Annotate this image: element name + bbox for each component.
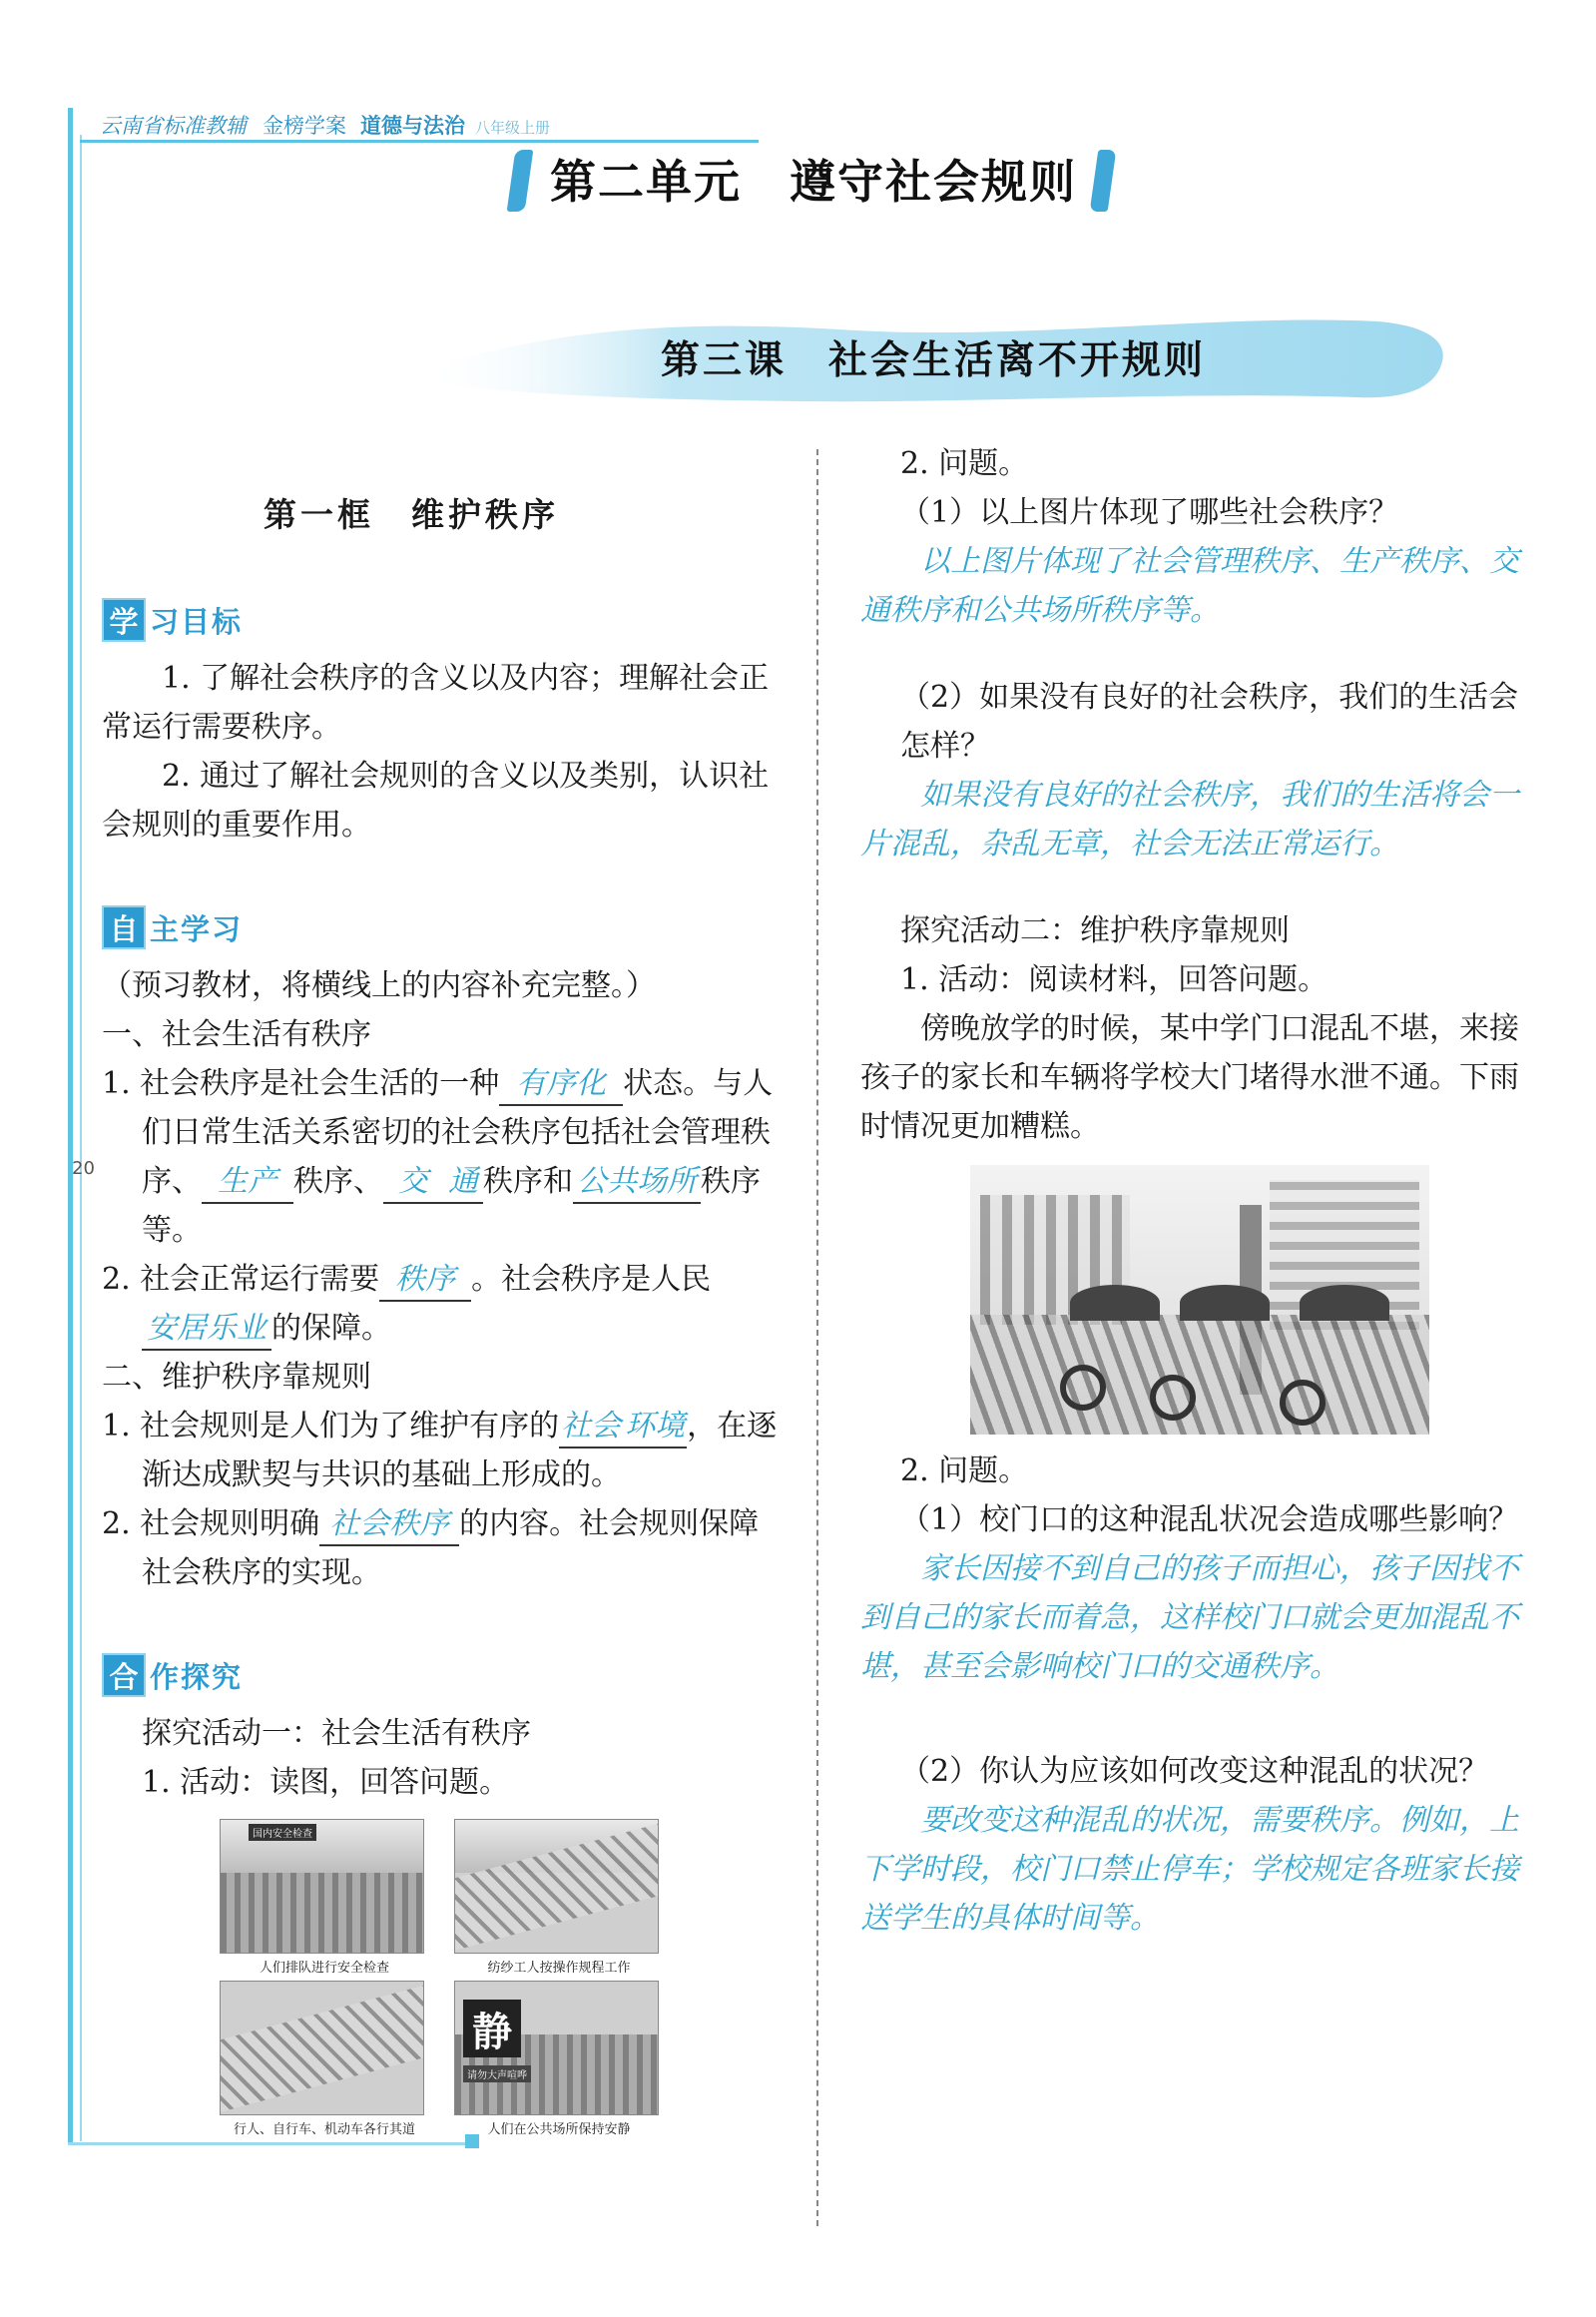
goal-item: 1. 了解社会秩序的含义以及内容；理解社会正常运行需要秩序。 <box>102 661 770 745</box>
lesson-title: 第三课 社会生活离不开规则 <box>660 338 1206 383</box>
page-number: 20 <box>72 1158 95 1179</box>
photo-caption: 人们排队进行安全检查 <box>259 1961 389 1976</box>
photo-sign-text: 国内安全检查 <box>249 1824 316 1841</box>
self-study-instruction: （预习教材，将横线上的内容补充完整。） <box>102 968 656 1003</box>
section-box-icon: 学 <box>102 598 146 642</box>
reading-material: 傍晚放学的时候，某中学门口混乱不堪，来接孩子的家长和车辆将学校大门堵得水泄不通。下雨时情况更加糟糕。 <box>860 1011 1519 1144</box>
question: （2）如果没有良好的社会秩序，我们的生活会怎样？ <box>900 680 1519 764</box>
fill-blank: 生产 <box>202 1162 293 1204</box>
answer: 家长因接不到自己的孩子而担心，孩子因找不到自己的家长而着急，这样校门口就会更加混乱不堪，甚至会影响校门口的交通秩序。 <box>860 1551 1519 1684</box>
activity-step: 1. 活动：阅读材料，回答问题。 <box>900 962 1329 997</box>
unit-title-bracket-right <box>1090 150 1117 212</box>
fill-item <box>102 1402 781 1499</box>
section-heading-text: 习目标 <box>150 604 244 639</box>
right-column <box>860 439 1539 1943</box>
header-series: 云南省标准教辅 <box>100 114 247 138</box>
fill-blank: 公共场所 <box>573 1162 701 1204</box>
question-label: 2. 问题。 <box>900 1453 1029 1488</box>
photo-caption: 纺纱工人按操作规程工作 <box>487 1961 631 1976</box>
fill-text: 秩序等。 <box>142 1164 761 1248</box>
school-gate-illustration <box>970 1165 1429 1435</box>
fill-text: 。社会秩序是人民 <box>471 1262 712 1297</box>
fill-text: 2. 社会规则明确 <box>102 1506 320 1541</box>
question-label: 2. 问题。 <box>900 446 1029 481</box>
header-subject: 道德与法治 <box>360 114 465 138</box>
unit-title-bracket-left <box>507 150 534 212</box>
answer: 要改变这种混乱的状况，需要秩序。例如，上下学时段，校门口禁止停车；学校规定各班家长接送学生的具体时间等。 <box>860 1803 1519 1936</box>
fill-blank: 社会秩序 <box>319 1504 459 1546</box>
self-study-heading <box>102 905 781 949</box>
fill-blank: 通 <box>443 1162 483 1204</box>
unit-title: 第二单元 遵守社会规则 <box>550 155 1077 209</box>
column-divider <box>816 449 818 2226</box>
quiet-sign-icon: 静 <box>463 2000 521 2057</box>
part-title: 二、维护秩序靠规则 <box>102 1360 371 1395</box>
fill-item <box>102 1059 781 1255</box>
section-box-icon: 自 <box>102 905 146 949</box>
photo-sign-text: 请勿大声喧哗 <box>463 2065 531 2082</box>
fill-blank: 有序化 <box>499 1064 623 1106</box>
photo-quiet-sign <box>454 1981 659 2115</box>
fill-blank: 社会 <box>559 1407 623 1448</box>
fill-text: 状态。与人们日常生活关系密切的社会秩序包括社会管理秩序、 <box>142 1066 774 1199</box>
fill-blank: 环境 <box>623 1407 687 1448</box>
photo-textile-worker <box>454 1819 659 1954</box>
running-header <box>100 110 550 140</box>
section-box-icon: 合 <box>102 1653 146 1697</box>
page-frame-left <box>68 108 73 2144</box>
question: （2）你认为应该如何改变这种混乱的状况？ <box>900 1754 1489 1789</box>
fill-text: 秩序和 <box>483 1164 573 1199</box>
learning-goals-heading <box>102 598 781 642</box>
page-frame-left-inner <box>80 135 82 2141</box>
header-book: 金榜学案 <box>263 114 346 138</box>
frame-title: 第一框 维护秩序 <box>264 495 559 534</box>
photo-caption: 人们在公共场所保持安静 <box>487 2122 631 2137</box>
fill-text: 1. 社会规则是人们为了维护有序的 <box>102 1409 560 1444</box>
fill-text: ，在逐渐达成默契与共识的基础上形成的。 <box>142 1409 778 1492</box>
photo-grid <box>220 1819 659 2148</box>
question: （1）以上图片体现了哪些社会秩序？ <box>900 495 1399 530</box>
fill-blank: 交 <box>383 1162 443 1204</box>
section-heading-text: 主学习 <box>150 911 244 946</box>
fill-text: 的内容。社会规则保障社会秩序的实现。 <box>142 1506 760 1590</box>
fill-blank: 秩序 <box>379 1260 471 1302</box>
section-heading-text: 作探究 <box>150 1659 244 1694</box>
photo-caption: 行人、自行车、机动车各行其道 <box>233 2122 415 2137</box>
fill-blank: 安居乐业 <box>142 1309 271 1351</box>
goal-item: 2. 通过了解社会规则的含义以及类别，认识社会规则的重要作用。 <box>102 759 770 843</box>
fill-text: 2. 社会正常运行需要 <box>102 1262 380 1297</box>
fill-text: 秩序、 <box>293 1164 383 1199</box>
activity-step: 1. 活动：读图，回答问题。 <box>142 1765 510 1800</box>
answer: 以上图片体现了社会管理秩序、生产秩序、交通秩序和公共场所秩序等。 <box>860 544 1519 628</box>
header-line <box>80 140 759 143</box>
header-grade: 八年级上册 <box>475 119 551 137</box>
photo-traffic-lanes <box>220 1981 424 2115</box>
fill-text: 的保障。 <box>271 1311 391 1346</box>
left-column <box>102 489 781 2148</box>
activity-title: 探究活动一：社会生活有秩序 <box>142 1716 531 1751</box>
fill-item <box>102 1255 781 1353</box>
answer: 如果没有良好的社会秩序，我们的生活将会一片混乱，杂乱无章，社会无法正常运行。 <box>860 778 1519 862</box>
fill-text: 1. 社会秩序是社会生活的一种 <box>102 1066 500 1101</box>
photo-security-check <box>220 1819 424 1954</box>
activity-title: 探究活动二：维护秩序靠规则 <box>900 913 1290 948</box>
part-title: 一、社会生活有秩序 <box>102 1017 371 1052</box>
fill-item <box>102 1499 781 1597</box>
cooperative-inquiry-heading <box>102 1653 781 1697</box>
question: （1）校门口的这种混乱状况会造成哪些影响？ <box>900 1502 1519 1537</box>
